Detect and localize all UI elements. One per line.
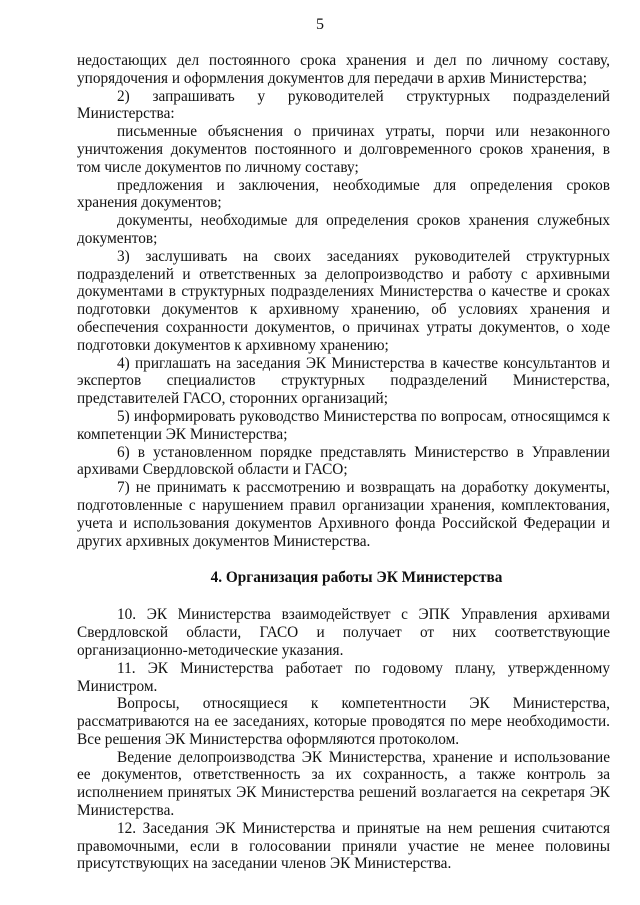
paragraph: письменные объяснения о причинах утраты, порчи или незаконного уничтожения документов постоянного и долговременного сроков хранения, в том числе документов по личному составу;: [77, 123, 610, 176]
section-heading: 4. Организация работы ЭК Министерства: [210, 569, 503, 587]
document-body: [77, 52, 610, 873]
paragraph: Вопросы, относящиеся к компетентности ЭК Министерства, рассматриваются на ее заседаниях, которые проводятся по мере необходимости. Все решения ЭК Министерства оформляются протоколом.: [77, 695, 610, 748]
paragraph: 5) информировать руководство Министерства по вопросам, относящимся к компетенции ЭК Министерства;: [77, 407, 610, 443]
paragraph: Ведение делопроизводства ЭК Министерства, хранение и использование ее документов, ответственность за их сохранность, а также контроль за исполнением принятых ЭК Министерства решений возлагается на секретаря ЭК Министерства.: [77, 748, 610, 820]
paragraph: 2) запрашивать у руководителей структурных подразделений Министерства:: [77, 87, 610, 123]
paragraph: 11. ЭК Министерства работает по годовому плану, утвержденному Министром.: [77, 659, 610, 695]
paragraph: 4) приглашать на заседания ЭК Министерства в качестве консультантов и экспертов специалистов структурных подразделений Министерства, представителей ГАСО, сторонних организаций;: [77, 354, 610, 408]
paragraph: 12. Заседания ЭК Министерства и принятые на нем решения считаются правомочными, если в голосовании приняли участие не менее половины присутствующих на заседании членов ЭК Министерства.: [77, 819, 610, 873]
page-number: 5: [316, 16, 324, 33]
paragraph: документы, необходимые для определения сроков хранения служебных документов;: [77, 212, 610, 247]
paragraph: 6) в установленном порядке представлять Министерство в Управлении архивами Свердловской области и ГАСО;: [77, 443, 610, 479]
paragraph: 7) не принимать к рассмотрению и возвращать на доработку документы, подготовленные с нарушением правил организации хранения, комплектования, учета и использования документов Архивного фонда Российской Федерации и других архивных документов Министерства.: [77, 479, 610, 550]
paragraph: 10. ЭК Министерства взаимодействует с ЭПК Управления архивами Свердловской области, ГАСО и получает от них соответствующие организационно-методические указания.: [77, 606, 610, 659]
paragraph: недостающих дел постоянного срока хранения и дел по личному составу, упорядочения и оформления документов для передачи в архив Министерства;: [77, 52, 610, 87]
paragraph: предложения и заключения, необходимые для определения сроков хранения документов;: [77, 176, 610, 212]
paragraph: 3) заслушивать на своих заседаниях руководителей структурных подразделений и ответственных за делопроизводство и работу с архивными документами в структурных подразделениях Министерства о качестве и сроках подготовки документов к архивному хранению, об условиях хранения и обеспечения сохранности документов, о причинах утраты документов, о ходе подготовки документов к архивному хранению;: [77, 247, 610, 354]
